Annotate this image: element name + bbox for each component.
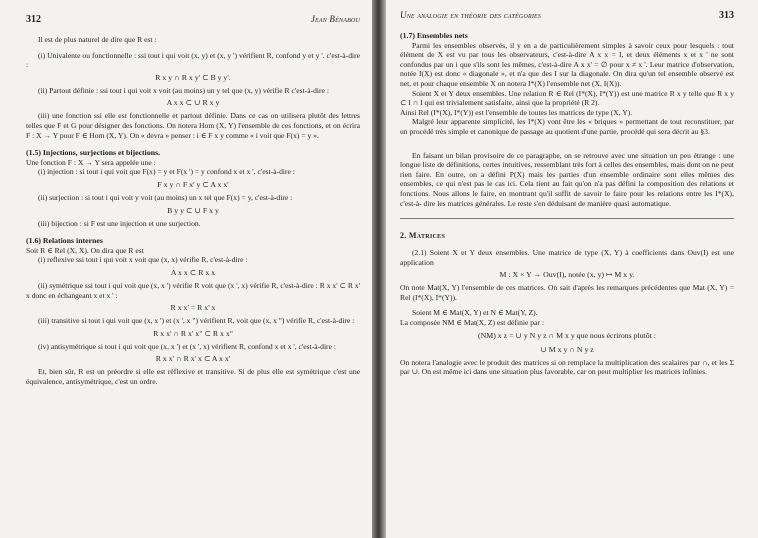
section-1-5-title: (1.5) Injections, surjections et bijections. [26,148,161,158]
right-page-header [400,10,734,21]
composee-definition: La composée NM ∈ Mat(X, Z) est définie par : [400,318,544,328]
book-gutter [372,0,386,538]
def-transitive: (iii) transitive si tout i qui voit que (x, x ') et (x ', x ") vérifient R, voit que (x, x ") vérifie R, c'est-à-dire : [38,316,355,326]
def-reflexive: (i) reflexive ssi tout i qui voit x voit que (x, x) vérifie R, c'est-à-dire : [38,255,248,265]
matrice-definition: (2.1) Soient X et Y deux ensembles. Une matrice de type (X, Y) à coefficients dans Ouv(I) est une application [400,248,734,267]
def-fonction: (iii) une fonction ssi elle est fonctionnelle et partout définie. Dans ce cas on utilisera plutôt des lettres telles que F et G pour désigner des fonctions. On notera Hom (X, Y) l'ensemble de ces fonctions, et on écrira F : X → Y pour F ∈ Hom (X, Y). On « devra » penser : i ∈ F x y comme « i voit que F(x) = y ». [26,111,360,140]
ensembles-nets-paragraph: Parmi les ensembles observés, il y en a de particulièrement simples à savoir ceux pour lesquels : tout élément de X est vu par tous les observateurs, c'est-à-dire A x x = I, et deux éléments x et x ' ne sont confondus par un i que s'ils sont les mêmes, c'est-à-dire A x x' = ∅ pour x ≠ x '. Leur matrice d'observation, notée I(X) est donc « diagonale », et n'a que des I sur la diagonale. On dira qu'un tel ensemble observé est net, et pour chaque ensemble X on notera I*(X) l'ensemble net (X, I(X)). [400,40,734,88]
right-page-number: 313 [719,10,734,21]
left-page [0,0,372,538]
intro-paragraph: Il est de plus naturel de dire que R est : [38,35,157,44]
relation-matrice-paragraph: Soient X et Y deux ensembles. Une relation R ∈ Rel (I*(X), I*(Y)) est une matrice R x y telle que R x y ⊂ I ∩ I qui est trivialement satisfaite, ainsi que la propriété (R 2). [400,88,734,108]
def-partout-definie: (ii) Partout définie : ssi tout i qui voit x voit (au moins) un y tel que (x, y) vérifie R c'est-à-dire : [38,85,329,95]
left-page-header [26,14,360,25]
def-injection: (i) injection : si tout i qui voit que F(x) = y et F(x ') = y confond x et x ', c'est-à-dire : [38,167,295,177]
rel-ensemble-paragraph: Ainsi Rel (I*(X), I*(Y)) est l'ensemble de toutes les matrices de type (X, Y). [400,107,633,117]
def-bijection: (iii) bijection : si F est une injection et une surjection. [38,218,201,228]
briques-paragraph: Malgré leur apparente simplicité, les I*(X) vont être les « briques » permettant de tout reconstituer, par un procédé très simple et canonique de passage au quotient d'une partie, procédé qui sera décrit au §3. [400,117,734,136]
left-running-head: Jean Bénabou [310,14,360,24]
formula-injection: F x y ∩ F x' y ⊂ A x x' [157,179,229,189]
formula-partout-definie: A x x ⊂ ∪ R x y [166,98,220,108]
sec16-intro: Soit R ∈ Rel (X, X). On dira que R est [26,245,144,255]
left-page-number: 312 [26,14,41,25]
section-2-title: 2. Matrices [400,231,446,241]
formula-composee-alt: ∪ M x y ∩ N y z [540,344,594,354]
def-surjection: (ii) surjection : si tout i qui voit y voit (au moins) un x tel que F(x) = y, c'est-à-dire : [38,192,293,202]
def-antisymetrique: (iv) antisymétrique si tout i qui voit que (x, x ') et (x ', x) vérifient R, confond x et x ', c'est-à-dire : [38,341,336,351]
soient-m-n: Soient M ∈ Mat(X, Y) et N ∈ Mat(Y, Z). [412,308,538,318]
formula-surjection: B y y ⊂ ∪ F x y [167,205,219,215]
formula-univalente: R x y ∩ R x y' ⊂ B y y'. [155,72,231,82]
section-1-6-title: (1.6) Relations internes [26,236,103,246]
section-1-7-title: (1.7) Ensembles nets [400,31,468,40]
formula-transitive: R x x' ∩ R x' x" ⊂ R x x" [153,328,233,338]
sec15-intro: Une fonction F : X → Y sera appelée une : [26,157,156,167]
def-symetrique: (ii) symétrique ssi tout i qui voit que (x, x ') vérifie R voit que (x ', x) vérifie R, c'est-à-dire : R x x' ⊂ R x' x donc en échangeant x et x ' : [26,280,360,300]
analogie-paragraph: On notera l'analogie avec le produit des matrices si on remplace la multiplication des scalaires par ∩, et les Σ par ∪. On est même ici dans une situation plus favorable, car on peut multiplier les matrices infinies. [400,357,734,377]
formula-application: M : X × Y → Ouv(I), notée (x, y) ↦ M x y. [499,270,635,280]
section-divider [400,218,734,219]
mat-notation-paragraph: On note Mat(X, Y) l'ensemble de ces matrices. On sait d'après les remarques précédentes que Mat (X, Y) = Rel (I*(X), I*(Y)). [400,283,734,302]
right-page [386,0,758,538]
conclusion-paragraph: Et, bien sûr, R est un préordre si elle est réflexive et transitive. Si de plus elle est symétrique c'est une équivalence, antisymétrique, c'est un ordre. [26,367,360,386]
formula-antisymetrique: R x x' ∩ R x' x ⊂ A x x' [155,354,231,364]
formula-symetrique: R x x' = R x' x [170,303,216,313]
def-univalente: (i) Univalente ou fonctionnelle : ssi tout i qui voit (x, y) et (x, y ') vérifient R, confond y et y '. c'est-à-dire : [26,50,360,70]
right-running-head: Une analogie en théorie des catégories [400,10,542,20]
bilan-paragraph: En faisant un bilan provisoire de ce paragraphe, on se retrouve avec une situation un peu étrange : une longue liste de définitions, certes intuitives, ressemblant très fort à celles des ensembles, mais dont on ne peut rien faire. En outre, on a défini P(X) mais les parties d'un ensemble ordinaire sont elles mêmes des ensembles, ce qui n'est pas le cas ici. Cela tient au fait qu'on n'a pas défini la composition des relations et fonctions. Nous allons le faire, en montrant qu'il suffit de savoir le faire pour les relations entre les I*(X), c'est-à- dire les matrices générales. Le reste s'en déduisant de manière quasi automatique. [400,150,734,208]
formula-reflexive: A x x ⊂ R x x [170,267,216,277]
formula-composee: (NM) x z = ∪ y N y z ∩ M x y que nous écrirons plutôt : [478,330,656,340]
